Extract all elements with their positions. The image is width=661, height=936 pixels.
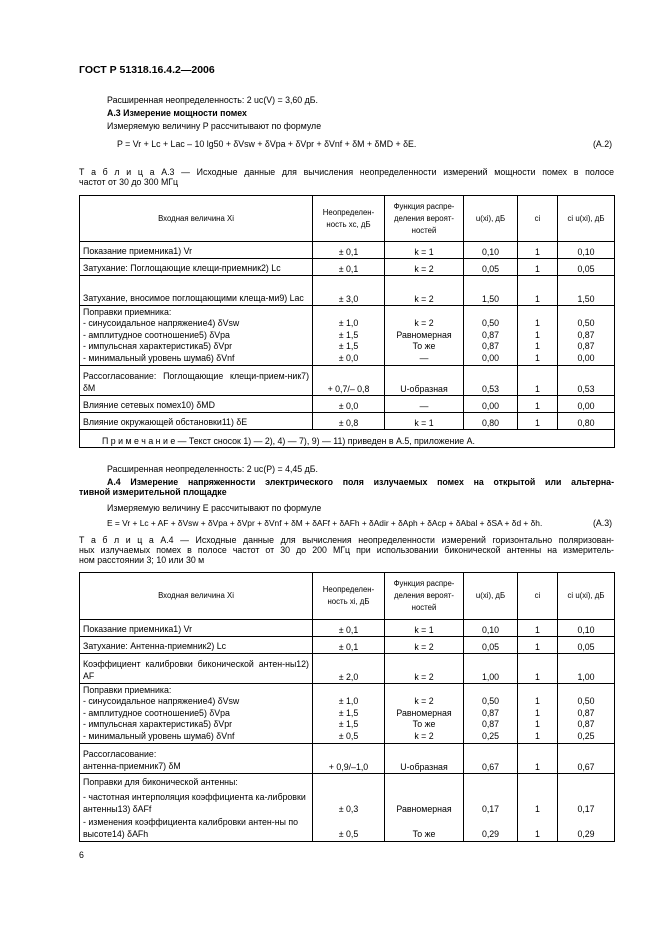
section-a4-text: Измеряемую величину E рассчитывают по формуле — [107, 503, 322, 513]
col-header: u(xi), дБ — [464, 573, 518, 620]
page-number: 6 — [79, 850, 84, 860]
page-header: ГОСТ Р 51318.16.4.2—2006 — [79, 64, 215, 76]
col-header: ci — [518, 196, 558, 242]
table-row: Затухание, вносимое поглощающими клеща-ми9) Lac ± 3,0 k = 2 1,50 1 1,50 — [80, 276, 615, 306]
formula-a3: E = Vr + Lc + AF + δVsw + δVpa + δVpr + δVnf + δM + δAFf + δAFh + δAdir + δAph + δAcp + δAbal + δSA + δd + δh. — [107, 518, 543, 528]
table-note: П р и м е ч а н и е — Текст сносок 1) — 2), 4) — 7), 9) — 11) приведен в А.5, приложение А. — [80, 430, 615, 448]
section-a3-title: А.3 Измерение мощности помех — [107, 108, 247, 118]
table-row: Затухание: Антенна-приемник2) Lc ± 0,1 k = 2 0,05 1 0,05 — [80, 637, 615, 654]
col-header: ci u(xi), дБ — [558, 573, 615, 620]
section-a4-title: А.4 Измерение напряженности электрического поля излучаемых помех на открытой или альтерна- тивной измерительной площадке — [79, 477, 614, 497]
col-header: Неопределен-ность xc, дБ — [313, 196, 385, 242]
formula-a2: P = Vr + Lc + Lac – 10 lg50 + δVsw + δVpa + δVpr + δVnf + δM + δMD + δE. — [117, 139, 417, 149]
table-row: Показание приемника1) Vr ± 0,1 k = 1 0,10 1 0,10 — [80, 242, 615, 259]
col-header: Функция распре-деления вероят-ностей — [385, 196, 464, 242]
table-row: Рассогласование: Поглощающие клещи-прием-ник7) δM + 0,7/– 0,8 U-образная 0,53 1 0,53 — [80, 366, 615, 396]
uncertainty-v: Расширенная неопределенность: 2 uc(V) = 3,60 дБ. — [107, 95, 318, 105]
table-row: Рассогласование: антенна-приемник7) δM + 0,9/–1,0 U-образная 0,67 1 0,67 — [80, 744, 615, 774]
col-header: Входная величина Xi — [80, 196, 313, 242]
table-a4-caption: Т а б л и ц а А.4 — Исходные данные для вычисления неопределенности измерений горизонтально поляризован- ных излучаемых помех в полосе частот от 30 до 200 МГц при использовании биконической антенны на измеритель- ном расстоянии 3; 10 или 30 м — [79, 535, 614, 565]
col-header: Функция распре-деления вероят-ностей — [385, 573, 464, 620]
uncertainty-p: Расширенная неопределенность: 2 uc(P) = 4,45 дБ. — [107, 464, 318, 474]
table-row: Поправки для биконической антенны: - частотная интерполяция коэффициента ка-либровки антенны13) δAFf - изменения коэффициента калибровки антен-ны по высоте14) δAFh ± 0,3 ± 0,5 Равномерная То же 0,17 0,29 1 1 0,17 0,29 — [80, 774, 615, 842]
table-a3-caption: Т а б л и ц а А.3 — Исходные данные для вычисления неопределенности измерений мощности помех в полосе частот от 30 до 300 МГц — [79, 167, 614, 187]
col-header: u(xi), дБ — [464, 196, 518, 242]
table-row: Поправки приемника: - синусоидальное напряжение4) δVsw - амплитудное соотношение5) δVpa - импульсная характеристика5) δVpr - минимальный уровень шума6) δVnf ± 1,0 ± 1,5 ± 1,5 ± 0,5 k = 2 Равномерная То же k = 2 0,50 0,87 0,87 0,25 1 1 1 1 0,50 0,87 0,87 0,25 — [80, 684, 615, 744]
col-header: Неопределен-ность xi, дБ — [313, 573, 385, 620]
formula-a3-number: (А.3) — [593, 518, 613, 528]
table-a4 — [79, 572, 615, 842]
table-note-row — [80, 430, 615, 448]
formula-a2-number: (А.2) — [593, 139, 613, 149]
table-row: Показание приемника1) Vr ± 0,1 k = 1 0,10 1 0,10 — [80, 620, 615, 637]
table-row: Затухание: Поглощающие клещи-приемник2) Lc ± 0,1 k = 2 0,05 1 0,05 — [80, 259, 615, 276]
col-header: ci — [518, 573, 558, 620]
table-row: Влияние сетевых помех10) δMD ± 0,0 — 0,00 1 0,00 — [80, 396, 615, 413]
col-header: ci u(xi), дБ — [558, 196, 615, 242]
table-row: Поправки приемника: - синусоидальное напряжение4) δVsw - амплитудное соотношение5) δVpa - импульсная характеристика5) δVpr - минимальный уровень шума6) δVnf ± 1,0 ± 1,5 ± 1,5 ± 0,0 k = 2 Равномерная То же — 0,50 0,87 0,87 0,00 1 1 1 1 0,50 0,87 0,87 0,00 — [80, 306, 615, 366]
table-row: Влияние окружающей обстановки11) δE ± 0,8 k = 1 0,80 1 0,80 — [80, 413, 615, 430]
table-row: Коэффициент калибровки биконической антен-ны12) AF ± 2,0 k = 2 1,00 1 1,00 — [80, 654, 615, 684]
table-a3 — [79, 195, 615, 448]
section-a3-text: Измеряемую величину P рассчитывают по формуле — [107, 121, 322, 131]
col-header: Входная величина Xi — [80, 573, 313, 620]
